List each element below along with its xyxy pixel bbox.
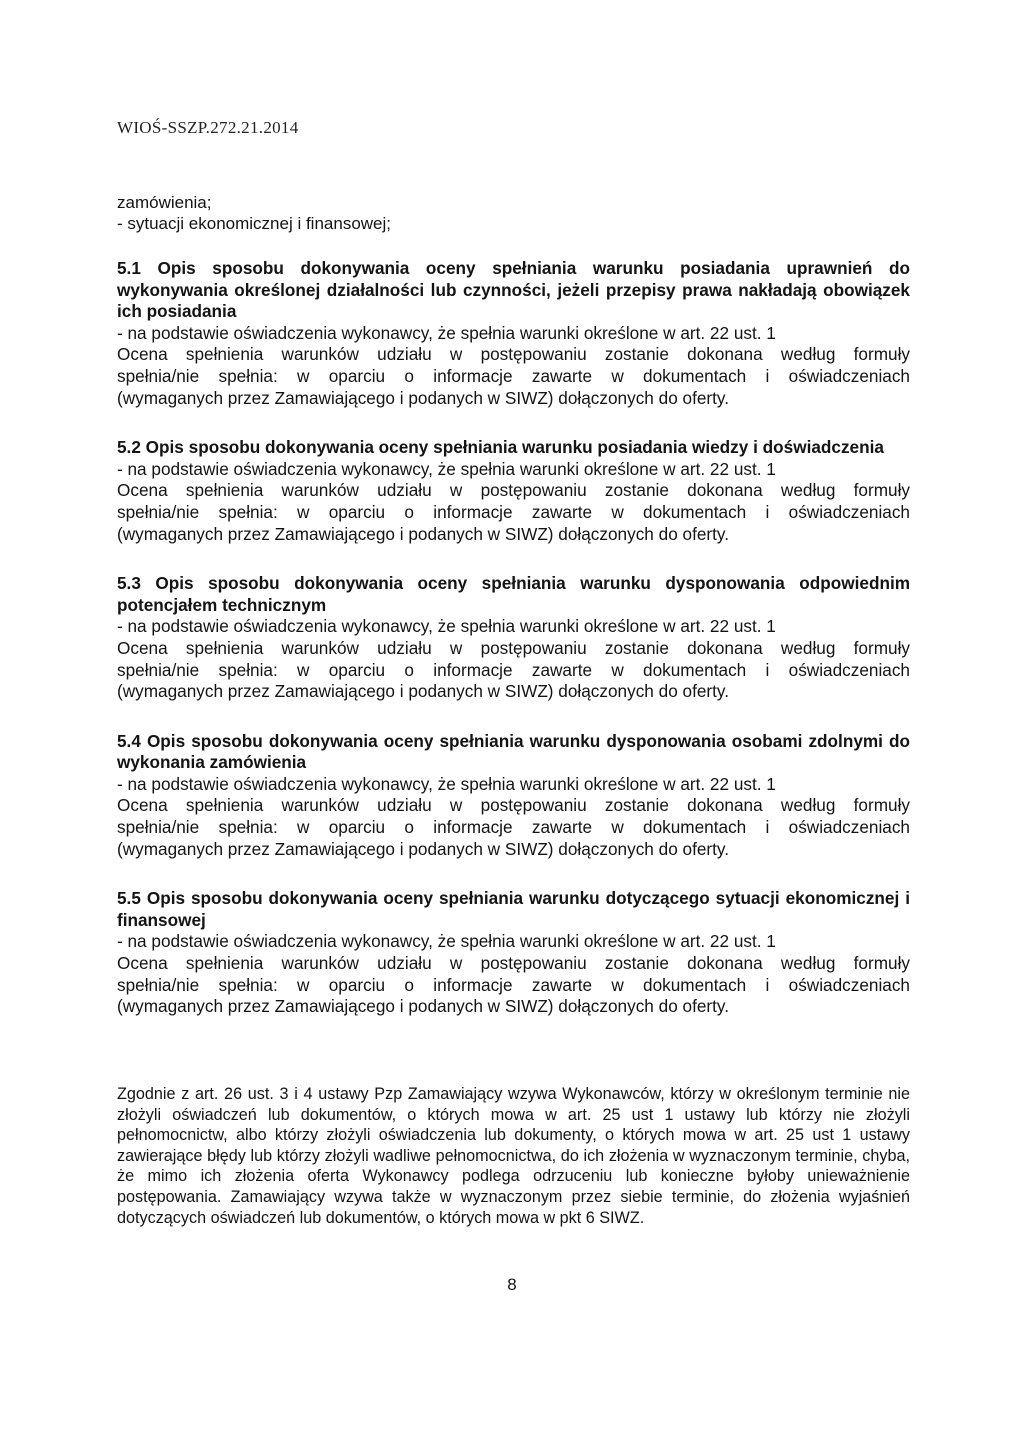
document-reference: WIOŚ-SSZP.272.21.2014 — [117, 118, 299, 137]
sections-container — [117, 258, 910, 1046]
section-statement: - na podstawie oświadczenia wykonawcy, że spełnia warunki określone w art. 22 ust. 1 — [117, 322, 776, 343]
closing-paragraph: Zgodnie z art. 26 ust. 3 i 4 ustawy Pzp Zamawiający wzywa Wykonawców, którzy w określonym terminie nie złożyli oświadczeń lub dokumentów, o których mowa w art. 25 ust 1 ustawy lub którzy nie złożyli pełnomocnictw, albo którzy złożyli oświadczenia lub dokumenty, o których mowa w art. 25 ust 1 ustawy zawierające błędy lub którzy złożyli wadliwe pełnomocnictwa, do ich złożenia w wyznaczonym terminie, chyba, że mimo ich złożenia oferta Wykonawcy podlega odrzuceniu lub konieczne byłoby unieważnienie postępowania. Zamawiający wzywa także w wyznaczonym przez siebie terminie, do złożenia wyjaśnień dotyczących oświadczeń lub dokumentów, o których mowa w pkt 6 SIWZ. — [117, 1085, 910, 1227]
section-evaluation-line: spełnia/nie spełnia: w oparciu o informacje zawarte w dokumentach i oświadczeniach — [117, 817, 910, 838]
page-number: 8 — [507, 1275, 517, 1294]
section-5-2 — [117, 437, 910, 545]
section-heading: 5.2 Opis sposobu dokonywania oceny spełniania warunku posiadania wiedzy i doświadczenia — [117, 437, 884, 458]
section-evaluation-line: spełnia/nie spełnia: w oparciu o informacje zawarte w dokumentach i oświadczeniach — [117, 501, 910, 522]
section-statement: - na podstawie oświadczenia wykonawcy, że spełnia warunki określone w art. 22 ust. 1 — [117, 931, 776, 952]
section-evaluation-line: (wymaganych przez Zamawiającego i podanych w SIWZ) dołączonych do oferty. — [117, 838, 730, 859]
section-heading: 5.1 Opis sposobu dokonywania oceny spełniania warunku posiadania uprawnień do wykonywania określonej działalności lub czynności, jeżeli przepisy prawa nakładają obowiązek ich posiadania — [117, 258, 910, 322]
section-evaluation-line: (wymaganych przez Zamawiającego i podanych w SIWZ) dołączonych do oferty. — [117, 523, 730, 544]
section-evaluation-line: Ocena spełnienia warunków udziału w postępowaniu zostanie dokonana według formuły — [117, 953, 910, 974]
section-5-1 — [117, 258, 910, 409]
section-5-3 — [117, 573, 910, 703]
section-heading: 5.5 Opis sposobu dokonywania oceny spełniania warunku dotyczącego sytuacji ekonomicznej i finansowej — [117, 888, 910, 930]
section-evaluation-line: Ocena spełnienia warunków udziału w postępowaniu zostanie dokonana według formuły — [117, 480, 910, 501]
section-evaluation-line: Ocena spełnienia warunków udziału w postępowaniu zostanie dokonana według formuły — [117, 795, 910, 816]
section-evaluation-line: (wymaganych przez Zamawiającego i podanych w SIWZ) dołączonych do oferty. — [117, 681, 730, 702]
intro-continuation — [117, 192, 391, 234]
section-evaluation-line: spełnia/nie spełnia: w oparciu o informacje zawarte w dokumentach i oświadczeniach — [117, 974, 910, 995]
section-heading: 5.3 Opis sposobu dokonywania oceny spełniania warunku dysponowania odpowiednim potencjałem technicznym — [117, 573, 910, 615]
section-statement: - na podstawie oświadczenia wykonawcy, że spełnia warunki określone w art. 22 ust. 1 — [117, 458, 776, 479]
intro-line: zamówienia; — [117, 193, 212, 212]
section-evaluation-line: Ocena spełnienia warunków udziału w postępowaniu zostanie dokonana według formuły — [117, 344, 910, 365]
section-statement: - na podstawie oświadczenia wykonawcy, że spełnia warunki określone w art. 22 ust. 1 — [117, 773, 776, 794]
section-5-5 — [117, 888, 910, 1018]
intro-line: - sytuacji ekonomicznej i finansowej; — [117, 214, 392, 233]
section-evaluation-line: spełnia/nie spełnia: w oparciu o informacje zawarte w dokumentach i oświadczeniach — [117, 365, 910, 386]
section-evaluation-line: spełnia/nie spełnia: w oparciu o informacje zawarte w dokumentach i oświadczeniach — [117, 659, 910, 680]
section-5-4 — [117, 731, 910, 861]
section-evaluation-line: (wymaganych przez Zamawiającego i podanych w SIWZ) dołączonych do oferty. — [117, 996, 730, 1017]
section-heading: 5.4 Opis sposobu dokonywania oceny spełniania warunku dysponowania osobami zdolnymi do wykonania zamówienia — [117, 730, 910, 773]
section-statement: - na podstawie oświadczenia wykonawcy, że spełnia warunki określone w art. 22 ust. 1 — [117, 616, 776, 637]
section-evaluation-line: (wymaganych przez Zamawiającego i podanych w SIWZ) dołączonych do oferty. — [117, 387, 730, 408]
section-evaluation-line: Ocena spełnienia warunków udziału w postępowaniu zostanie dokonana według formuły — [117, 637, 910, 658]
